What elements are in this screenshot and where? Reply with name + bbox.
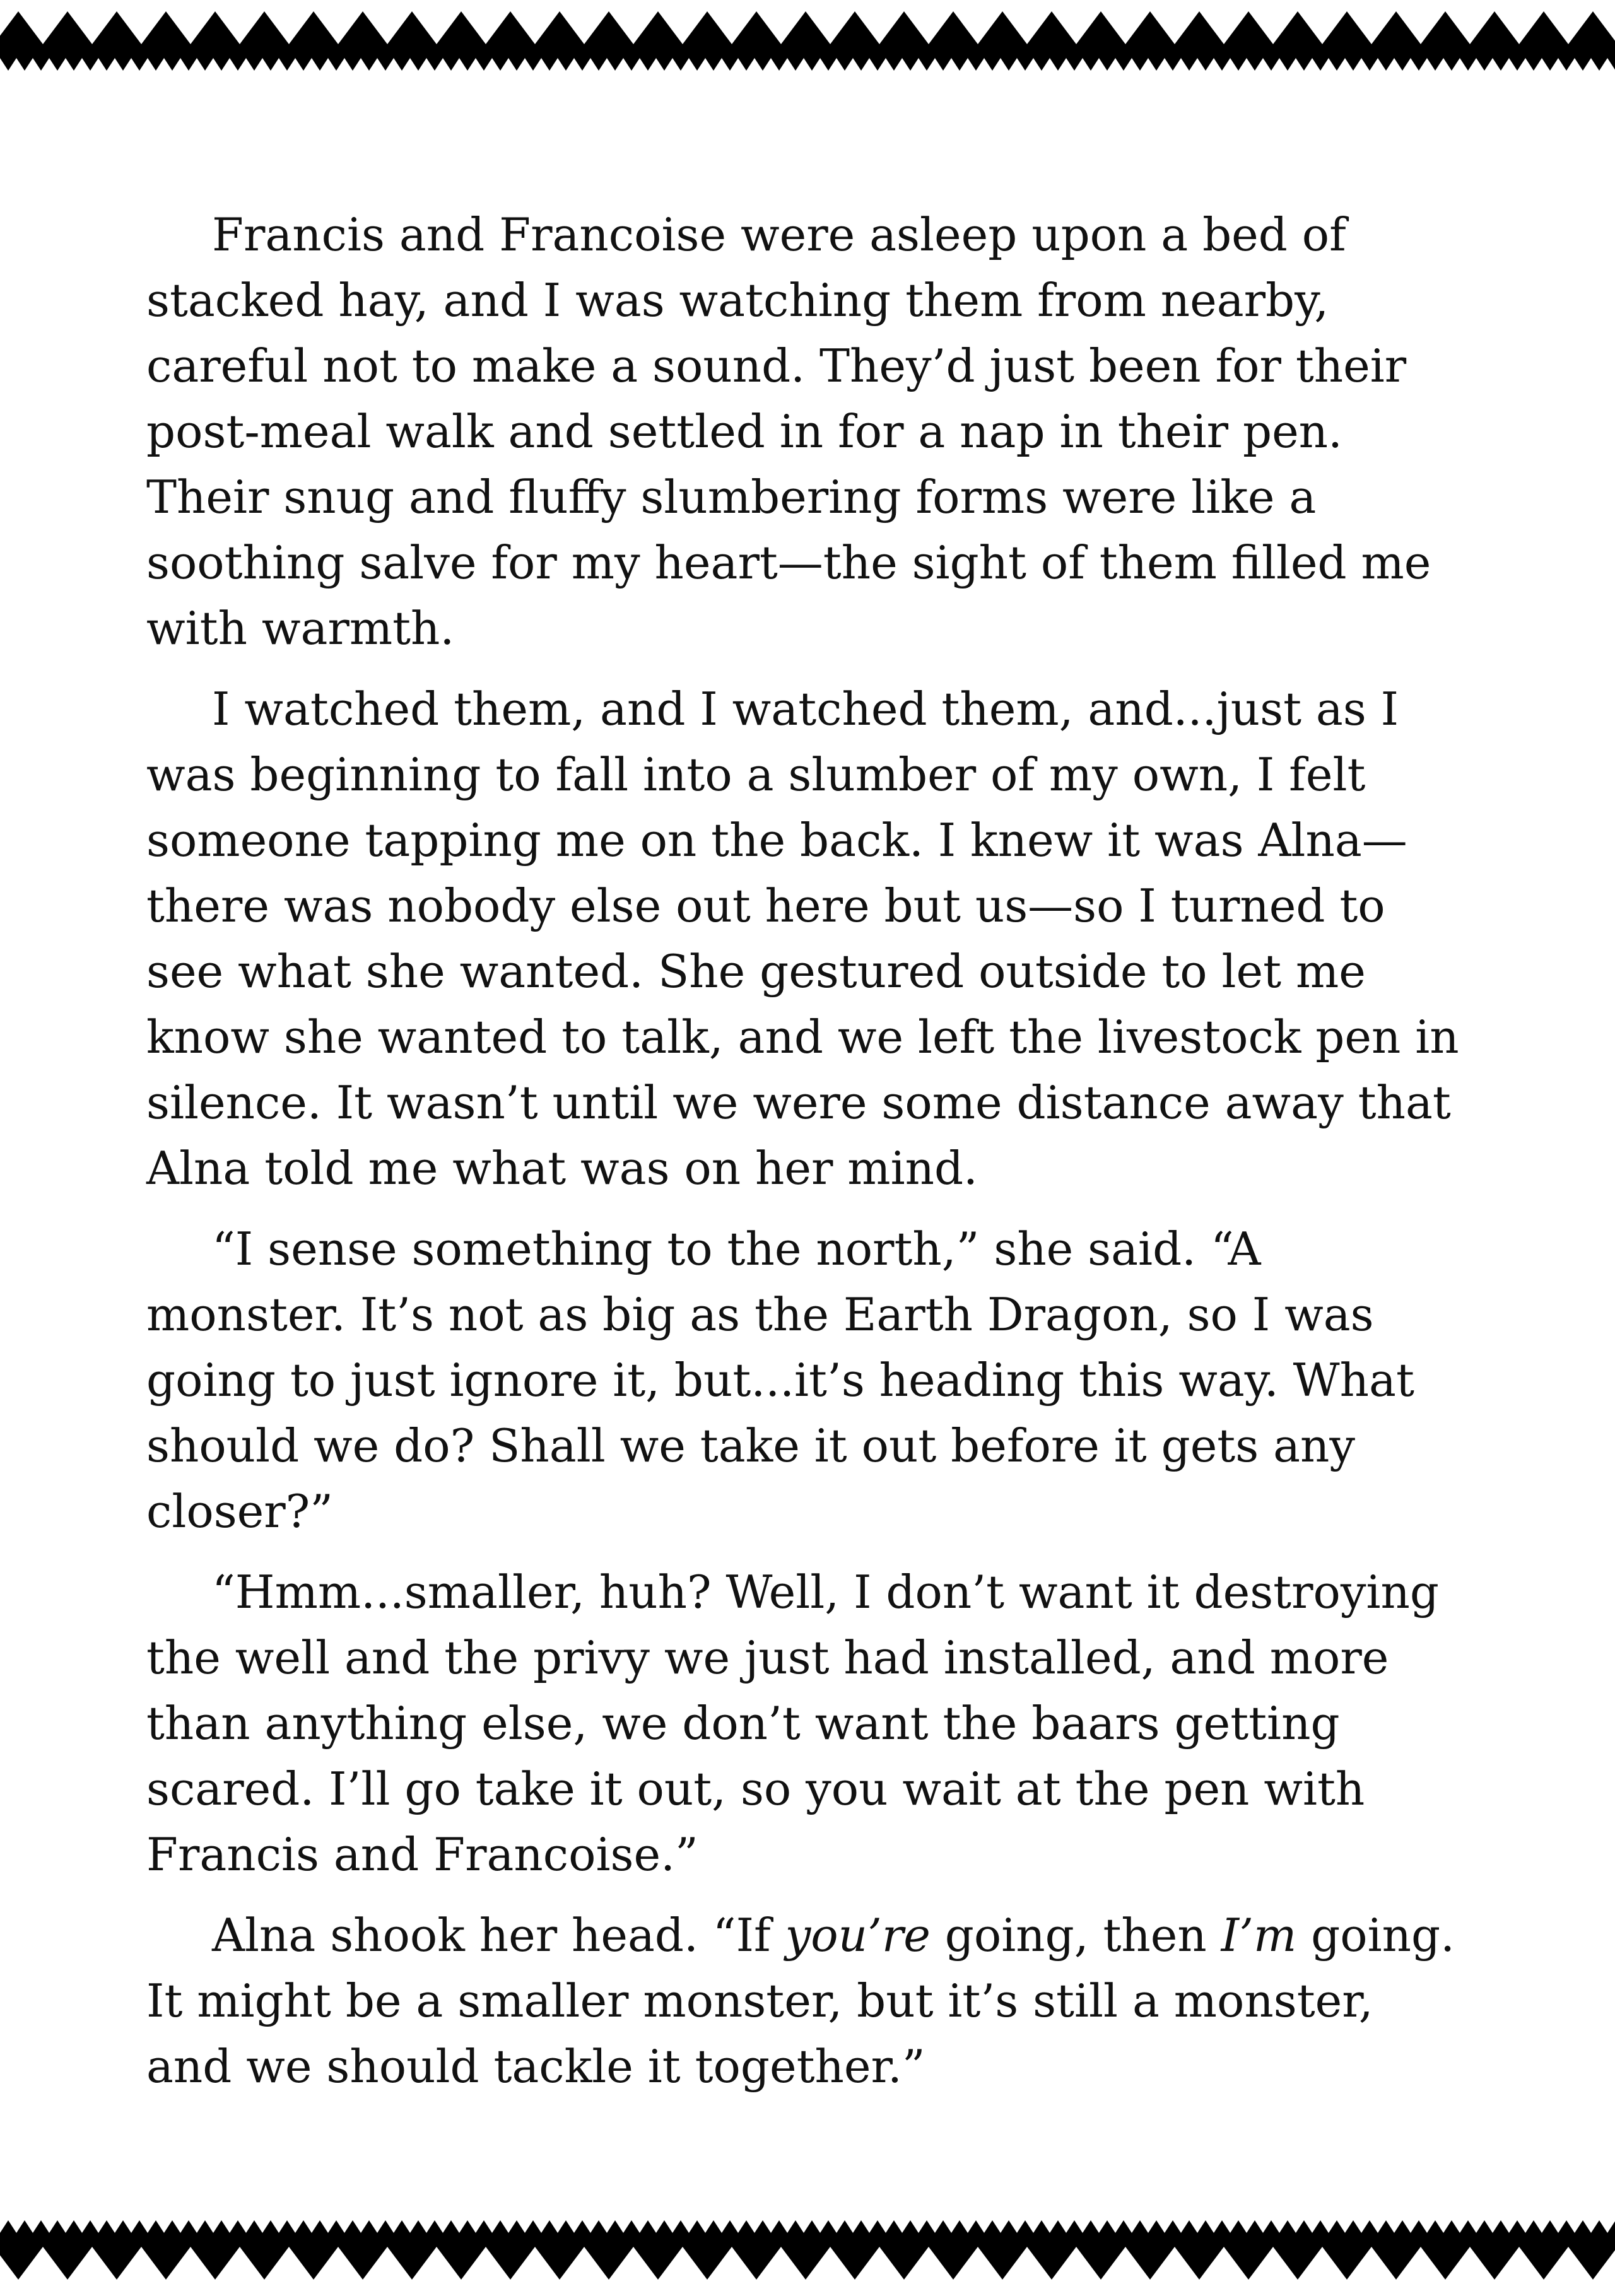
paragraph-5: [146, 1902, 1471, 2099]
paragraph-text: “Hmm...smaller, huh? Well, I don’t want it destroying the well and the privy we just had installed, and more than anything else, we don’t want the baars getting scared. I’ll go take it out, so you wait at the pen with Francis and Francoise.”: [146, 1566, 1440, 1881]
paragraph-text: Francis and Francoise were asleep upon a bed of stacked hay, and I was watching them from nearby, careful not to make a sound. They’d just been for their post-meal walk and settled in for a nap in their pen. Their snug and fluffy slumbering forms were like a soothing salve for my heart—the sight of them filled me with warmth.: [146, 208, 1431, 655]
top-decorative-border: [0, 0, 1615, 82]
paragraph-3: [146, 1216, 1471, 1544]
bottom-decorative-border: [0, 2213, 1615, 2295]
emphasis-text: I’m: [1221, 1909, 1297, 1962]
paragraph-text: Alna shook her head. “If: [212, 1909, 785, 1962]
paragraph-text: going. It might be a smaller monster, but it’s still a monster, and we should tackle it together.”: [146, 1909, 1455, 2093]
paragraph-text: “I sense something to the north,” she said. “A monster. It’s not as big as the Earth Dragon, so I was going to just ignore it, but...it’s heading this way. What should we do? Shall we take it out before it gets any closer?”: [146, 1222, 1414, 1538]
paragraph-1: [146, 202, 1471, 661]
paragraph-2: [146, 676, 1471, 1201]
paragraph-text: I watched them, and I watched them, and...just as I was beginning to fall into a slumber of my own, I felt someone tapping me on the back. I knew it was Alna—there was nobody else out here but us—so I turned to see what she wanted. She gestured outside to let me know she wanted to talk, and we left the livestock pen in silence. It wasn’t until we were some distance away that Alna told me what was on her mind.: [146, 682, 1459, 1195]
body-text: [146, 202, 1471, 2114]
paragraph-text: going, then: [930, 1909, 1221, 1962]
top-zigzag-pattern: [0, 0, 1615, 82]
bottom-zigzag-pattern: [0, 2213, 1615, 2295]
emphasis-text: you’re: [785, 1909, 931, 1962]
paragraph-4: [146, 1559, 1471, 1887]
